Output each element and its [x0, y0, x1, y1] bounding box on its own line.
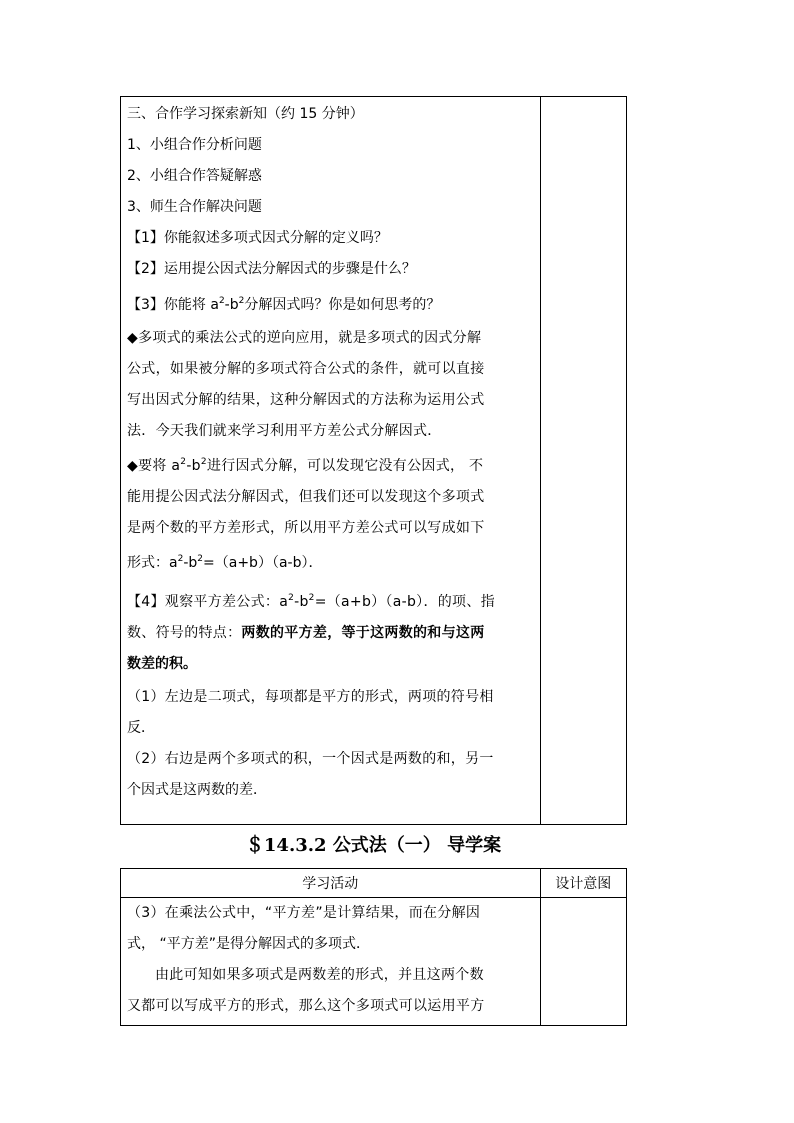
q3-prefix: 【3】你能将 a [127, 297, 219, 313]
p2-prefix: ◆要将 a [127, 458, 181, 474]
question-4-line-2 [121, 618, 540, 649]
paragraph-line: 法．今天我们就来学习利用平方差公式分解因式． [127, 423, 442, 439]
formula-line [121, 548, 540, 579]
activity-cell [121, 898, 541, 1026]
q4-bold: 两数的平方差，等于这两数的和与这两 [241, 625, 485, 641]
page-title: ＄14.3.2 公式法（一） 导学案 [245, 835, 502, 856]
q3-suffix: 分解因式吗？你是如何思考的？ [244, 297, 441, 313]
paragraph-line: ◆多项式的乘法公式的逆向应用，就是多项式的因式分解 [127, 330, 482, 346]
item-3-line: （3）在乘法公式中，“平方差”是计算结果，而在分解因 [127, 905, 481, 921]
item-1-line: （1）左边是二项式，每项都是平方的形式，两项的符号相 [127, 689, 494, 705]
question-4-line-3 [121, 649, 540, 680]
header-intent: 设计意图 [540, 869, 626, 898]
exponent: 2 [238, 296, 245, 306]
q3-mid: -b [224, 297, 239, 313]
activity-table-top [120, 96, 627, 825]
header-activity: 学习活动 [121, 869, 541, 898]
question-3 [121, 290, 540, 321]
minus-b: -b [294, 594, 309, 610]
paragraph-line: 能用提公因式法分解因式，但我们还可以发现这个多项式 [127, 489, 485, 505]
paragraph-line [121, 451, 540, 482]
exponent: 2 [177, 554, 184, 564]
exponent: 2 [200, 457, 207, 467]
q4-normal: 数、符号的特点： [127, 625, 242, 641]
activity-cell [121, 97, 541, 825]
step-2: 2、小组合作答疑解惑 [127, 168, 262, 184]
exponent: 2 [308, 593, 315, 603]
q4-suffix: =（a+b）（a-b）．的项、指 [314, 594, 495, 610]
exponent: 2 [288, 593, 295, 603]
step-3: 3、师生合作解决问题 [127, 199, 262, 215]
p2-suffix: 进行因式分解，可以发现它没有公因式， 不 [206, 458, 484, 474]
design-intent-cell [540, 97, 626, 825]
formula-prefix: 形式：a [127, 555, 178, 571]
design-intent-cell [540, 898, 626, 1026]
question-1: 【1】你能叙述多项式因式分解的定义吗？ [127, 230, 388, 246]
q4-bold-end: 数差的积。 [127, 656, 197, 672]
exponent: 2 [197, 554, 204, 564]
item-2-line: 个因式是这两数的差． [127, 782, 267, 798]
item-2-line: （2）右边是两个多项式的积，一个因式是两数的和，另一 [127, 751, 494, 767]
item-1-line: 反． [127, 720, 155, 736]
question-4 [121, 587, 540, 618]
paragraph-line: 公式，如果被分解的多项式符合公式的条件，就可以直接 [127, 361, 485, 377]
paragraph-line: 又都可以写成平方的形式，那么这个多项式可以运用平方 [127, 998, 485, 1014]
item-3-line: 式， “平方差”是得分解因式的多项式． [127, 936, 370, 952]
section-heading: 三、合作学习探索新知（约 15 分钟） [127, 106, 364, 122]
question-2: 【2】运用提公因式法分解因式的步骤是什么？ [127, 261, 416, 277]
formula-suffix: =（a+b）（a-b）． [203, 555, 323, 571]
exponent: 2 [180, 457, 187, 467]
q4-prefix: 【4】观察平方差公式：a [127, 594, 289, 610]
paragraph-line: 写出因式分解的结果，这种分解因式的方法称为运用公式 [127, 392, 485, 408]
paragraph-line: 是两个数的平方差形式，所以用平方差公式可以写成如下 [127, 520, 485, 536]
activity-table-bottom [120, 868, 627, 1026]
paragraph-line: 由此可知如果多项式是两数差的形式，并且这两个数 [155, 967, 484, 983]
exponent: 2 [218, 296, 225, 306]
minus-b: -b [183, 555, 198, 571]
step-1: 1、小组合作分析问题 [127, 137, 262, 153]
minus-b: -b [186, 458, 201, 474]
